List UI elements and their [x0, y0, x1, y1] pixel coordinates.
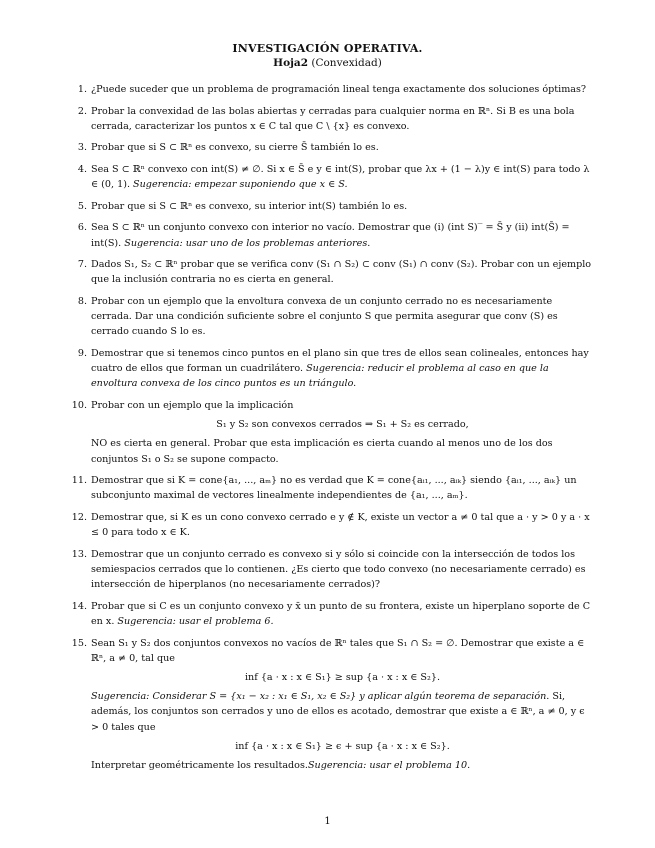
problem-text: Demostrar que si K = cone{a₁, ..., aₘ} no es verdad que K = cone{aᵢ₁, ..., aᵢₖ} siendo {aᵢ₁, ..., aᵢₖ} un subconjunto maximal de vectores linealmente independientes de {a₁, ..., aₘ}. [91, 475, 577, 502]
problem-number: 5. [77, 200, 87, 212]
problem-number: 9. [77, 347, 87, 359]
problem-8 [70, 294, 594, 340]
problem-text: Probar que si S ⊂ ℝⁿ es convexo, su cierre S̄ también lo es. [91, 142, 379, 154]
problem-text: Demostrar que un conjunto cerrado es convexo si y sólo si coincide con la intersección de todos los semiespacios cerrados que lo contienen. ¿Es cierto que todo convexo (no necesariamente cerrado) es intersección de hiperplanos (no necesariamente cerrados)? [91, 548, 586, 591]
problem-hint: Sugerencia: usar uno de los problemas anteriores. [124, 237, 371, 249]
problem-list [70, 82, 594, 780]
problem-number: 4. [77, 163, 87, 175]
problem-7 [70, 257, 594, 287]
problem-6 [70, 220, 594, 250]
problem-4 [70, 162, 594, 192]
problem-text-continued: NO es cierta en general. Probar que esta implicación es cierta cuando al menos uno de los dos conjuntos S₁ o S₂ se supone compacto. [91, 438, 553, 465]
problem-text-continued: Si, además, los conjuntos son cerrados y uno de ellos es acotado, demostrar que existe a ∈ ℝⁿ, a ≠ 0, y ϵ > 0 tales que [91, 691, 585, 733]
problem-text: Demostrar que si tenemos cinco puntos en el plano sin que tres de ellos sean colineales, entonces hay cuatro de ellos que forman un cuadrilátero. [91, 347, 589, 375]
problem-1 [70, 82, 594, 97]
problem-number: 15. [71, 637, 87, 649]
problem-hint: Sugerencia: Considerar S = {x₁ − x₂ : x₁ ∈ S₁, x₂ ∈ S₂} y aplicar algún teorema de separación. [91, 691, 550, 703]
display-formula-2: inf {a · x : x ∈ S₁} ≥ ϵ + sup {a · x : x ∈ S₂}. [235, 740, 450, 752]
problem-text: Probar con un ejemplo que la envoltura convexa de un conjunto cerrado no es necesariamente cerrada. Dar una condición suficiente sobre el conjunto S que permita asegurar que conv (S) es cerrado cuando S lo es. [91, 295, 558, 338]
problem-number: 1. [77, 84, 87, 95]
problem-number: 11. [71, 475, 87, 487]
problem-number: 10. [71, 399, 87, 411]
problem-number: 14. [71, 600, 87, 612]
problem-number: 7. [77, 259, 87, 271]
problem-number: 3. [77, 142, 87, 154]
problem-3 [70, 140, 594, 155]
page-number: 1 [324, 816, 331, 827]
display-formula: S₁ y S₂ son convexos cerrados ⇒ S₁ + S₂ es cerrado, [216, 419, 469, 431]
problem-number: 8. [77, 295, 87, 307]
problem-text: Sea S ⊂ ℝⁿ convexo con int(S) ≠ ∅. Si x ∈ S̄ e y ∈ int(S), probar que λx + (1 − λ)y ∈ int(S) para todo λ ∈ (0, 1). [91, 163, 590, 191]
problem-text: Probar que si S ⊂ ℝⁿ es convexo, su interior int(S) también lo es. [91, 200, 408, 212]
sheet-topic: (Convexidad) [311, 57, 382, 69]
problem-text: Probar que si C es un conjunto convexo y x̄ un punto de su frontera, existe un hiperplano soporte de C en x. [91, 600, 591, 627]
problem-9 [70, 346, 594, 392]
problem-hint: Sugerencia: reducir el problema al caso en que la envoltura convexa de los cinco puntos es un triángulo. [91, 363, 549, 390]
problem-number: 2. [77, 105, 87, 117]
problem-2 [70, 104, 594, 134]
problem-hint: Sugerencia: usar el problema 6. [117, 615, 274, 627]
problem-text: ¿Puede suceder que un problema de programación lineal tenga exactamente dos soluciones óptimas? [91, 84, 587, 95]
problem-10 [70, 398, 594, 467]
problem-11 [70, 473, 594, 503]
problem-text: Probar con un ejemplo que la implicación [91, 399, 294, 411]
problem-5 [70, 199, 594, 214]
problem-12 [70, 510, 594, 540]
problem-14 [70, 599, 594, 629]
problem-number: 12. [71, 511, 87, 523]
problem-text: Probar la convexidad de las bolas abiertas y cerradas para cualquier norma en ℝⁿ. Si B es una bola cerrada, caracterizar los puntos x ∈ C tal que C \ {x} es convexo. [91, 105, 575, 132]
document-subtitle [0, 57, 655, 69]
problem-text: Demostrar que, si K es un cono convexo cerrado e y ∉ K, existe un vector a ≠ 0 tal que a · y > 0 y a · x ≤ 0 para todo x ∈ K. [91, 511, 590, 539]
problem-number: 6. [77, 222, 87, 234]
problem-text: Dados S₁, S₂ ⊂ ℝⁿ probar que se verifica conv (S₁ ∩ S₂) ⊂ conv (S₁) ∩ conv (S₂). Probar con un ejemplo que la inclusión contraria no es cierta en general. [91, 259, 592, 286]
problem-hint: Sugerencia: empezar suponiendo que x ∈ S. [133, 179, 348, 191]
problem-text: Sean S₁ y S₂ dos conjuntos convexos no vacíos de ℝⁿ tales que S₁ ∩ S₂ = ∅. Demostrar que existe a ∈ ℝⁿ, a ≠ 0, tal que [91, 637, 585, 664]
document-title: INVESTIGACIÓN OPERATIVA. [232, 42, 423, 55]
problem-number: 13. [71, 548, 87, 560]
problem-hint-2: Sugerencia: usar el problema 10. [307, 759, 471, 771]
display-formula: inf {a · x : x ∈ S₁} ≥ sup {a · x : x ∈ S₂}. [244, 671, 441, 683]
problem-15 [70, 636, 594, 774]
problem-text-final: Interpretar geométricamente los resultados. [91, 759, 308, 771]
problem-text: Sea S ⊂ ℝⁿ un conjunto convexo con interior no vacío. Demostrar que (i) (int S)‾ = S̄ y (ii) int(S̄) = int(S). [91, 222, 570, 249]
problem-13 [70, 547, 594, 593]
sheet-label: Hoja2 [273, 57, 309, 69]
